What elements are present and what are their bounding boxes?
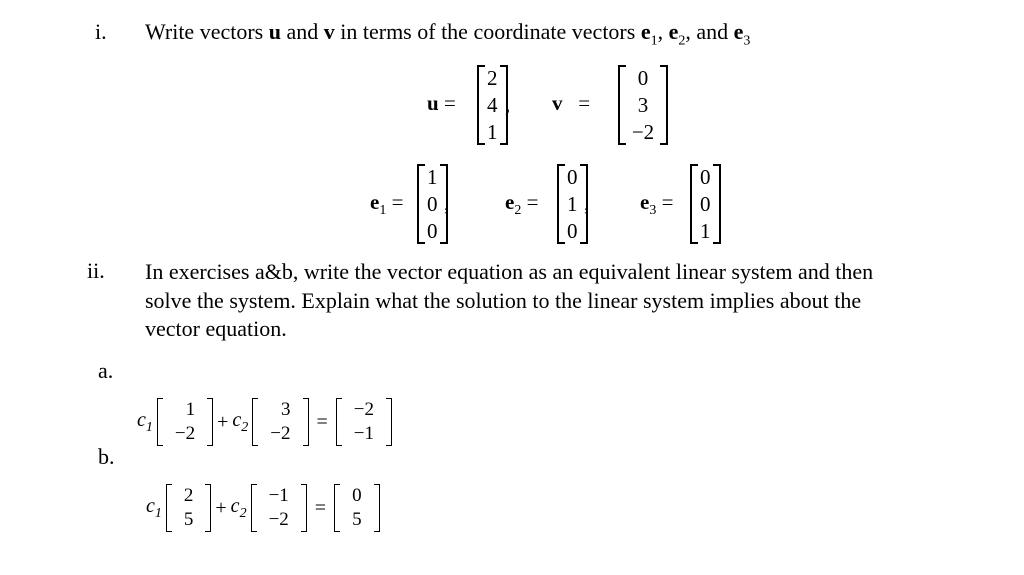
vector-v-matrix: 0 3 −2	[618, 65, 668, 145]
vector-u-matrix: 2 4 1	[477, 65, 508, 145]
part-i-label: i.	[95, 19, 107, 44]
vector-e2-label: $e_2$ =	[505, 190, 539, 219]
vector-e1-matrix: 1 0 0	[417, 164, 448, 244]
comma: ,	[444, 191, 450, 215]
vector-e1-label: $e_1$ =	[370, 190, 404, 219]
vector-v-label: v =	[552, 91, 591, 115]
exercise-b-equation: $c_1$ 2 5 + $c_2$ −1 −2 = 0 5	[146, 483, 380, 533]
exercise-b-label: b.	[98, 444, 115, 469]
part-i-text: Write vectors u and v in terms of the coordinate vectors $e_1$, $e_2$, and $e_3$	[145, 19, 751, 49]
vector-u-label: u =	[427, 91, 456, 115]
exercise-a-label: a.	[98, 358, 114, 383]
vector-e3-label: $e_3$ =	[640, 190, 674, 219]
part-ii-label: ii.	[87, 258, 105, 283]
vector-e3-matrix: 0 0 1	[690, 164, 721, 244]
exercise-a-equation: $c_1$ 1 −2 + $c_2$ 3 −2 = −2 −1	[137, 397, 392, 447]
comma: ,	[505, 92, 511, 116]
part-ii-text: In exercises a&b, write the vector equation as an equivalent linear system and then solve the system. Explain what the solution to the linear system implies about the vector equation.	[145, 259, 874, 341]
vector-e2-matrix: 0 1 0	[557, 164, 588, 244]
comma: ,	[584, 191, 590, 215]
